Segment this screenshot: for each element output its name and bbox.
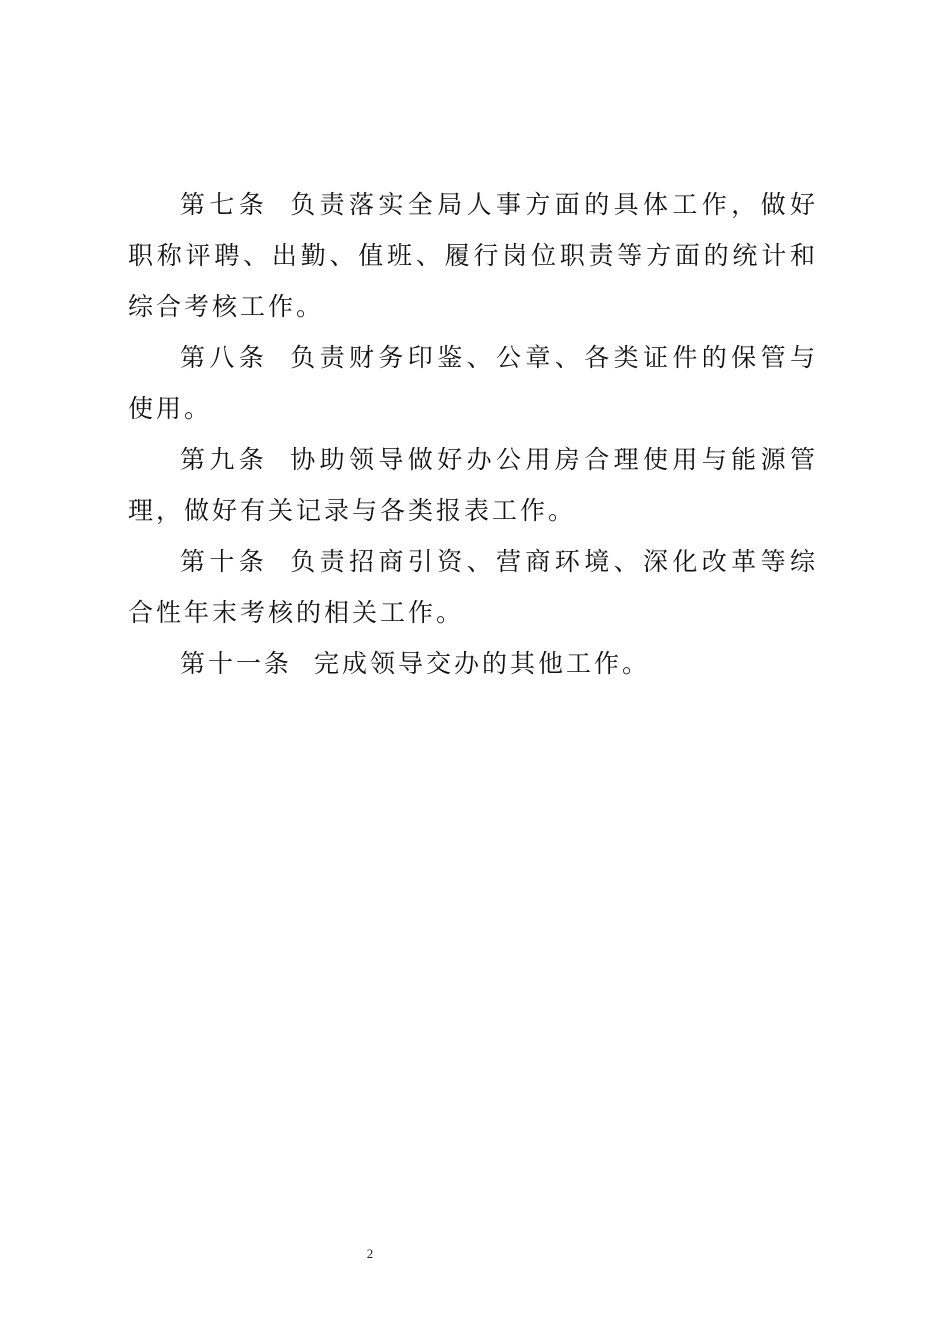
page-number: 2 — [366, 1246, 374, 1261]
article-8 — [128, 332, 818, 434]
article-11 — [128, 638, 818, 689]
article-number: 第七条 — [180, 190, 269, 219]
document-body — [128, 179, 818, 689]
article-number: 第十条 — [180, 547, 269, 576]
article-10 — [128, 536, 818, 638]
article-number: 第九条 — [180, 445, 269, 474]
article-text: 协助领导做好办公用房合理使用与能源管理，做好有关记录与各类报表工作。 — [128, 445, 818, 525]
article-number: 第八条 — [180, 343, 269, 372]
article-7 — [128, 179, 818, 332]
article-number: 第十一条 — [180, 649, 293, 678]
article-9 — [128, 434, 818, 536]
article-text: 负责招商引资、营商环境、深化改革等综合性年末考核的相关工作。 — [128, 547, 818, 627]
article-text: 负责落实全局人事方面的具体工作，做好职称评聘、出勤、值班、履行岗位职责等方面的统计和综合考核工作。 — [128, 190, 818, 321]
article-text: 完成领导交办的其他工作。 — [314, 649, 651, 678]
article-text: 负责财务印鉴、公章、各类证件的保管与使用。 — [128, 343, 818, 423]
